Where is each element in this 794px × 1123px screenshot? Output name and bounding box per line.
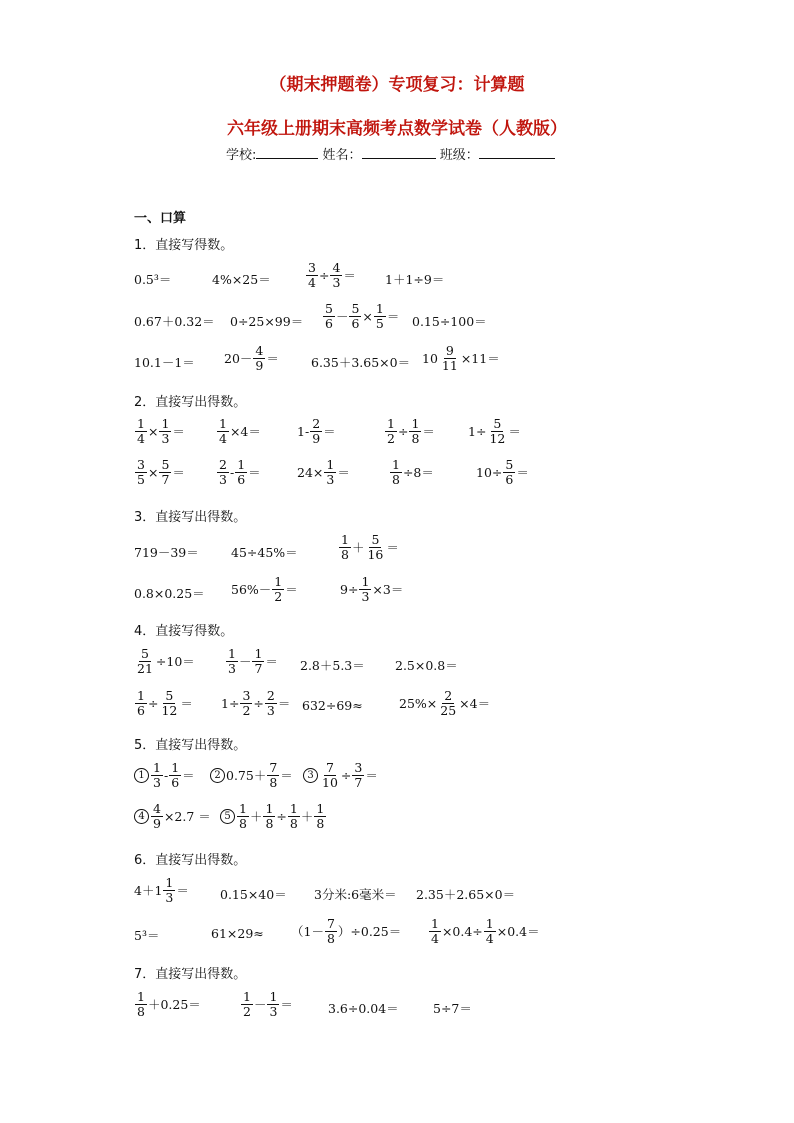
fraction: $\frac{5}{21}$	[137, 646, 153, 676]
q2-expr-10: 10÷ $\frac{5}{6}$ ＝	[476, 457, 529, 487]
q2-expr-5: 1÷ $\frac{5}{12}$ ＝	[468, 416, 521, 446]
fraction: $\frac{4}{3}$	[332, 260, 341, 290]
question-4-heading: 4．直接写得数。	[134, 624, 234, 639]
q5-expr-1: 1 $\frac{1}{3}$ - $\frac{1}{6}$ ＝	[134, 761, 195, 790]
fraction: $\frac{1}{6}$	[237, 457, 246, 487]
fraction: $\frac{4}{9}$	[255, 343, 264, 373]
question-5-heading: 5．直接写出得数。	[134, 738, 247, 753]
fraction: $\frac{1}{3}$	[165, 875, 174, 905]
q4-expr-6: 1÷ $\frac{3}{2}$ ÷ $\frac{2}{3}$ ＝	[221, 688, 291, 718]
q5-expr-4: 4 $\frac{4}{9}$ ×2.7 ＝	[134, 802, 211, 831]
circled-number: 1	[134, 768, 149, 783]
fraction: $\frac{1}{8}$	[289, 801, 298, 831]
q1-expr-3: $\frac{3}{4}$ ÷ $\frac{4}{3}$ ＝	[308, 260, 356, 290]
fraction: $\frac{1}{3}$	[326, 457, 335, 487]
fraction: $\frac{3}{5}$	[137, 457, 145, 487]
q1-expr-12: 10 $\frac{9}{11}$ ×11＝	[422, 343, 500, 373]
q7-expr-2: $\frac{1}{2}$ － $\frac{1}{3}$ ＝	[243, 989, 293, 1019]
fraction: $\frac{7}{8}$	[326, 916, 335, 946]
fraction: $\frac{1}{3}$	[228, 646, 236, 676]
fraction: $\frac{1}{8}$	[239, 801, 247, 831]
circled-number: 3	[303, 768, 318, 783]
fraction: $\frac{5}{16}$	[367, 532, 384, 562]
fraction: $\frac{1}{4}$	[485, 916, 494, 946]
q2-expr-9: $\frac{1}{8}$ ÷8＝	[392, 457, 434, 487]
fraction: $\frac{5}{12}$	[489, 416, 506, 446]
question-1-heading: 1．直接写得数。	[134, 238, 234, 253]
fraction: $\frac{1}{3}$	[269, 989, 278, 1019]
q6-expr-2: 0.15×40＝	[220, 887, 287, 902]
school-label: 学校:	[226, 148, 257, 163]
question-7-heading: 7．直接写出得数。	[134, 967, 247, 982]
fraction: $\frac{2}{25}$	[440, 688, 457, 718]
name-blank[interactable]	[362, 144, 436, 159]
fraction: $\frac{5}{6}$	[505, 457, 514, 487]
q4-expr-4: 2.5×0.8＝	[395, 658, 458, 673]
fraction: $\frac{2}{3}$	[219, 457, 227, 487]
q7-expr-3: 3.6÷0.04＝	[328, 1001, 399, 1016]
q1-expr-1: 0.5³＝	[134, 272, 172, 287]
fraction: $\frac{1}{8}$	[137, 989, 145, 1019]
q7-expr-4: 5÷7＝	[433, 1001, 472, 1016]
q3-expr-1: 719－39＝	[134, 545, 199, 560]
q3-expr-4: 0.8×0.25＝	[134, 586, 205, 601]
name-label: 姓名：	[322, 148, 362, 163]
circled-number: 2	[210, 768, 225, 783]
title-sub: 六年级上册期末高频考点数学试卷（人教版）	[227, 119, 567, 139]
q1-expr-9: 10.1－1＝	[134, 355, 195, 370]
q3-expr-2: 45÷45%＝	[231, 545, 298, 560]
fraction: $\frac{2}{9}$	[312, 416, 321, 446]
q2-expr-4: $\frac{1}{2}$ ÷ $\frac{1}{8}$ ＝	[387, 416, 435, 446]
q1-expr-10: 20－ $\frac{4}{9}$ ＝	[224, 343, 279, 373]
q4-expr-7: 632÷69≈	[302, 698, 363, 713]
fraction: $\frac{1}{7}$	[254, 646, 263, 676]
school-blank[interactable]	[256, 144, 318, 159]
q1-expr-2: 4%×25＝	[212, 272, 271, 287]
fraction: $\frac{1}{6}$	[137, 688, 145, 718]
q2-expr-7: $\frac{2}{3}$ - $\frac{1}{6}$ ＝	[219, 457, 261, 487]
q6-expr-1: 4＋1 $\frac{1}{3}$ ＝	[134, 875, 189, 905]
class-blank[interactable]	[479, 144, 555, 159]
student-info	[226, 144, 555, 163]
fraction: $\frac{2}{3}$	[266, 688, 275, 718]
q1-expr-8: 0.15÷100＝	[412, 314, 487, 329]
fraction: $\frac{1}{2}$	[387, 416, 395, 446]
fraction: $\frac{1}{8}$	[411, 416, 420, 446]
q6-expr-8: $\frac{1}{4}$ ×0.4÷ $\frac{1}{4}$ ×0.4＝	[431, 916, 540, 946]
q4-expr-5: $\frac{1}{6}$ ÷ $\frac{5}{12}$ ＝	[137, 688, 193, 718]
q6-expr-6: 61×29≈	[211, 926, 264, 941]
question-2-heading: 2．直接写出得数。	[134, 395, 247, 410]
fraction: $\frac{1}{8}$	[392, 457, 400, 487]
q3-expr-6: 9÷ $\frac{1}{3}$ ×3＝	[340, 574, 404, 604]
section-heading: 一、口算	[134, 211, 187, 226]
q2-expr-1: $\frac{1}{4}$ × $\frac{1}{3}$ ＝	[137, 416, 185, 446]
fraction: $\frac{1}{3}$	[361, 574, 370, 604]
fraction: $\frac{1}{2}$	[274, 574, 283, 604]
fraction: $\frac{5}{12}$	[161, 688, 178, 718]
q7-expr-1: $\frac{1}{8}$ ＋0.25＝	[137, 989, 201, 1019]
fraction: $\frac{4}{9}$	[153, 801, 161, 831]
fraction: $\frac{9}{11}$	[441, 343, 458, 373]
q1-expr-7: $\frac{5}{6}$ － $\frac{5}{6}$ × $\frac{1}{5}$ ＝	[325, 301, 400, 331]
q6-expr-4: 2.35＋2.65×0＝	[416, 887, 516, 902]
q5-expr-2: 2 0.75＋ $\frac{7}{8}$ ＝	[210, 761, 293, 790]
fraction: $\frac{7}{8}$	[269, 760, 278, 790]
fraction: $\frac{5}{7}$	[161, 457, 170, 487]
fraction: $\frac{1}{4}$	[137, 416, 145, 446]
class-label: 班级：	[439, 148, 479, 163]
fraction: $\frac{5}{6}$	[351, 301, 360, 331]
fraction: $\frac{1}{4}$	[219, 416, 227, 446]
fraction: $\frac{3}{7}$	[354, 760, 363, 790]
fraction: $\frac{7}{10}$	[322, 760, 338, 790]
q4-expr-3: 2.8＋5.3＝	[300, 658, 365, 673]
q1-expr-4: 1＋1÷9＝	[385, 272, 445, 287]
fraction: $\frac{3}{4}$	[308, 260, 316, 290]
q6-expr-3: 3分米:6毫米＝	[314, 887, 397, 902]
fraction: $\frac{3}{2}$	[242, 688, 251, 718]
fraction: $\frac{1}{8}$	[341, 532, 349, 562]
q5-expr-5: 5 $\frac{1}{8}$ ＋ $\frac{1}{8}$ ÷ $\frac{1}{8}$ ＋ $\frac{1}{8}$	[220, 802, 327, 831]
question-6-heading: 6．直接写出得数。	[134, 853, 247, 868]
fraction: $\frac{5}{6}$	[325, 301, 333, 331]
fraction: $\frac{1}{6}$	[171, 760, 180, 790]
q2-expr-6: $\frac{3}{5}$ × $\frac{5}{7}$ ＝	[137, 457, 185, 487]
fraction: $\frac{1}{5}$	[375, 301, 384, 331]
q3-expr-5: 56%－ $\frac{1}{2}$ ＝	[231, 574, 298, 604]
fraction: $\frac{1}{8}$	[316, 801, 325, 831]
circled-number: 4	[134, 809, 149, 824]
q4-expr-1: $\frac{5}{21}$ ÷10＝	[137, 646, 195, 676]
question-3-heading: 3．直接写出得数。	[134, 510, 247, 525]
q2-expr-2: $\frac{1}{4}$ ×4＝	[219, 416, 261, 446]
q1-expr-5: 0.67＋0.32＝	[134, 314, 215, 329]
q2-expr-3: 1- $\frac{2}{9}$ ＝	[297, 416, 336, 446]
q4-expr-2: $\frac{1}{3}$ － $\frac{1}{7}$ ＝	[228, 646, 278, 676]
q3-expr-3: $\frac{1}{8}$ ＋ $\frac{5}{16}$ ＝	[341, 532, 399, 562]
q4-expr-8: 25%× $\frac{2}{25}$ ×4＝	[399, 688, 491, 718]
q6-expr-5: 5³＝	[134, 928, 160, 943]
q2-expr-8: 24× $\frac{1}{3}$ ＝	[297, 457, 350, 487]
fraction: $\frac{1}{3}$	[161, 416, 170, 446]
q5-expr-3: 3 $\frac{7}{10}$ ÷ $\frac{3}{7}$ ＝	[303, 761, 378, 790]
q6-expr-7: （1－ $\frac{7}{8}$ ）÷0.25＝	[291, 916, 402, 946]
fraction: $\frac{1}{4}$	[431, 916, 439, 946]
fraction: $\frac{1}{2}$	[243, 989, 251, 1019]
title-main: （期末押题卷）专项复习：计算题	[269, 75, 525, 95]
fraction: $\frac{1}{3}$	[153, 760, 161, 790]
q1-expr-6: 0÷25×99＝	[230, 314, 304, 329]
fraction: $\frac{1}{8}$	[265, 801, 274, 831]
q1-expr-11: 6.35＋3.65×0＝	[311, 355, 411, 370]
circled-number: 5	[220, 809, 235, 824]
